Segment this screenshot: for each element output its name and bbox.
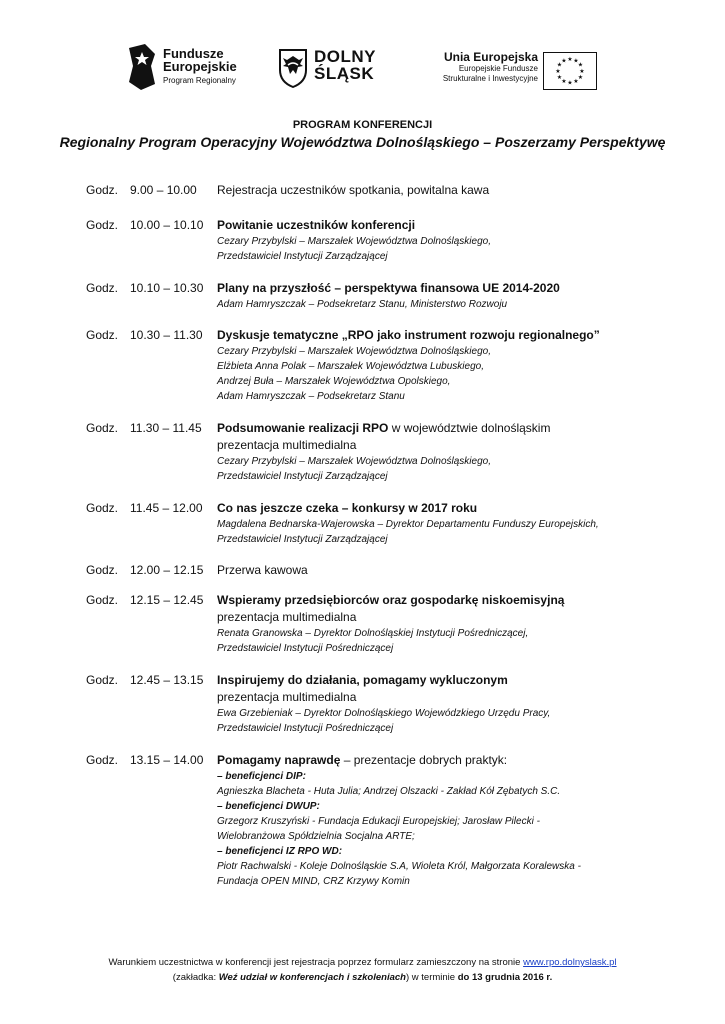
fundusze-star-icon [127, 44, 157, 90]
agenda-item [86, 672, 646, 752]
item-title: Co nas jeszcze czeka – konkursy w 2017 roku [217, 501, 478, 515]
agenda-item [86, 500, 646, 562]
godz-label: Godz. [86, 563, 119, 577]
registration-link[interactable]: www.rpo.dolnyslask.pl [523, 957, 617, 968]
footer-line2-pre: (zakładka: [172, 972, 219, 983]
footer-tab-name: Weź udział w konferencjach i szkoleniach [218, 972, 406, 983]
beneficiary-line: Piotr Rachwalski - Koleje Dolnośląskie S.A, Wioleta Król, Małgorzata Koralewska - [217, 861, 581, 872]
svg-text:★: ★ [561, 57, 567, 65]
agenda-list [86, 182, 646, 889]
svg-text:★: ★ [555, 68, 561, 75]
time-range: 9.00 – 10.00 [130, 183, 197, 197]
eu-flag-icon [543, 52, 597, 90]
footer-line2-mid: ) w terminie [405, 972, 458, 983]
agenda-item [86, 280, 646, 327]
footer-deadline: do 13 grudnia 2016 r. [457, 972, 553, 983]
speaker-line: Renata Granowska – Dyrektor Dolnośląskiej Instytucji Pośredniczącej, [217, 628, 529, 639]
agenda-item [86, 217, 646, 280]
item-title: Inspirujemy do działania, pomagamy wykluczonym [217, 673, 508, 687]
time-range: 12.45 – 13.15 [130, 673, 204, 687]
ue-sub2: Strukturalne i Inwestycyjne [442, 74, 538, 83]
item-title-rest: w województwie dolnośląskim [388, 421, 551, 435]
item-subtitle: prezentacja multimedialna [217, 610, 357, 624]
godz-label: Godz. [86, 183, 119, 197]
program-label: PROGRAM KONFERENCJI [292, 119, 433, 131]
speaker-line: Ewa Grzebieniak – Dyrektor Dolnośląskiego Wojewódzkiego Urzędu Pracy, [217, 708, 551, 719]
speaker-line: Przedstawiciel Instytucji Pośredniczącej [217, 643, 394, 654]
agenda-item [86, 420, 646, 500]
godz-label: Godz. [86, 281, 119, 295]
agenda-item [86, 327, 646, 420]
speaker-line: Przedstawiciel Instytucji Pośredniczącej [217, 723, 394, 734]
fe-line1: Fundusze [163, 46, 224, 61]
item-subtitle: prezentacja multimedialna [217, 438, 357, 452]
ue-sub1: Europejskie Fundusze [458, 64, 538, 73]
item-title: Pomagamy naprawdę [217, 753, 341, 767]
svg-text:★: ★ [567, 56, 573, 63]
item-subtitle: prezentacja multimedialna [217, 690, 357, 704]
svg-text:★: ★ [573, 57, 579, 65]
agenda-item [86, 562, 646, 592]
svg-text:★: ★ [577, 61, 584, 69]
speaker-line: Cezary Przybylski – Marszałek Województwa Dolnośląskiego, [217, 456, 491, 467]
speaker-line: Adam Hamryszczak – Podsekretarz Stanu, Ministerstwo Rozwoju [217, 299, 508, 310]
ds-line1: DOLNY [314, 47, 376, 66]
time-range: 10.00 – 10.10 [130, 218, 204, 232]
time-range: 10.30 – 11.30 [130, 328, 203, 342]
time-range: 11.45 – 12.00 [130, 501, 203, 515]
program-title: Regionalny Program Operacyjny Województwa Dolnośląskiego – Poszerzamy Perspektywę [59, 134, 666, 150]
svg-text:★: ★ [579, 68, 585, 75]
ds-line2: ŚLĄSK [314, 64, 375, 83]
godz-label: Godz. [86, 218, 119, 232]
beneficiary-line: Fundacja OPEN MIND, CRZ Krzywy Komin [217, 876, 410, 887]
program-header [0, 118, 725, 152]
beneficiary-line: Agnieszka Blacheta - Huta Julia; Andrzej Olszacki - Zakład Kół Zębatych S.C. [217, 786, 561, 797]
godz-label: Godz. [86, 753, 119, 767]
svg-text:★: ★ [577, 74, 584, 81]
item-title: Rejestracja uczestników spotkania, powitalna kawa [217, 183, 490, 197]
dolny-slask-logo [278, 48, 398, 90]
svg-text:★: ★ [567, 79, 573, 87]
item-title: Dyskusje tematyczne „RPO jako instrument rozwoju regionalnego” [217, 328, 600, 342]
footer-line1: Warunkiem uczestnictwa w konferencji jest rejestracja poprzez formularz zamieszczony na stronie [108, 957, 524, 968]
svg-text:★: ★ [556, 74, 563, 81]
godz-label: Godz. [86, 421, 119, 435]
speaker-line: Magdalena Bednarska-Wajerowska – Dyrektor Departamentu Funduszy Europejskich, [217, 519, 599, 530]
speaker-line: Przedstawiciel Instytucji Zarządzającej [217, 251, 388, 262]
godz-label: Godz. [86, 673, 119, 687]
fe-line2: Europejskie [163, 59, 237, 74]
agenda-item [86, 752, 646, 889]
item-title: Przerwa kawowa [217, 563, 308, 577]
unia-europejska-logo [430, 50, 600, 94]
time-range: 12.00 – 12.15 [130, 563, 204, 577]
time-range: 10.10 – 10.30 [130, 281, 204, 295]
time-range: 12.15 – 12.45 [130, 593, 204, 607]
svg-text:★: ★ [573, 78, 579, 85]
godz-label: Godz. [86, 328, 119, 342]
beneficiary-line: Wielobranżowa Spółdzielnia Socjalna ARTE; [217, 831, 415, 842]
svg-text:★: ★ [556, 61, 563, 69]
agenda-item [86, 182, 646, 217]
item-title: Podsumowanie realizacji RPO [217, 421, 389, 435]
beneficiary-group-label: – beneficjenci DIP: [217, 771, 306, 782]
beneficiary-group-label: – beneficjenci DWUP: [217, 801, 320, 812]
speaker-line: Cezary Przybylski – Marszałek Województwa Dolnośląskiego, [217, 346, 491, 357]
item-title: Plany na przyszłość – perspektywa finansowa UE 2014-2020 [217, 281, 560, 295]
item-title-rest: – prezentacje dobrych praktyk: [340, 753, 508, 767]
item-title: Wspieramy przedsiębiorców oraz gospodarkę niskoemisyjną [217, 593, 565, 607]
fundusze-europejskie-logo [127, 44, 267, 90]
logo-bar [0, 44, 725, 92]
speaker-line: Adam Hamryszczak – Podsekretarz Stanu [217, 391, 405, 402]
eagle-shield-icon [278, 48, 308, 88]
ue-title: Unia Europejska [443, 50, 538, 64]
svg-text:★: ★ [561, 78, 567, 85]
fe-sub: Program Regionalny [163, 76, 236, 85]
speaker-line: Przedstawiciel Instytucji Zarządzającej [217, 534, 388, 545]
footer-note [0, 955, 725, 985]
godz-label: Godz. [86, 593, 119, 607]
speaker-line: Przedstawiciel Instytucji Zarządzającej [217, 471, 388, 482]
beneficiary-line: Grzegorz Kruszyński - Fundacja Edukacji Europejskiej; Jarosław Pilecki - [217, 816, 540, 827]
agenda-item [86, 592, 646, 672]
speaker-line: Cezary Przybylski – Marszałek Województwa Dolnośląskiego, [217, 236, 491, 247]
godz-label: Godz. [86, 501, 119, 515]
time-range: 11.30 – 11.45 [130, 421, 202, 435]
speaker-line: Andrzej Buła – Marszałek Województwa Opolskiego, [217, 376, 451, 387]
speaker-line: Elżbieta Anna Polak – Marszałek Województwa Lubuskiego, [217, 361, 484, 372]
item-title: Powitanie uczestników konferencji [217, 218, 416, 232]
beneficiary-group-label: – beneficjenci IZ RPO WD: [217, 846, 343, 857]
time-range: 13.15 – 14.00 [130, 753, 204, 767]
